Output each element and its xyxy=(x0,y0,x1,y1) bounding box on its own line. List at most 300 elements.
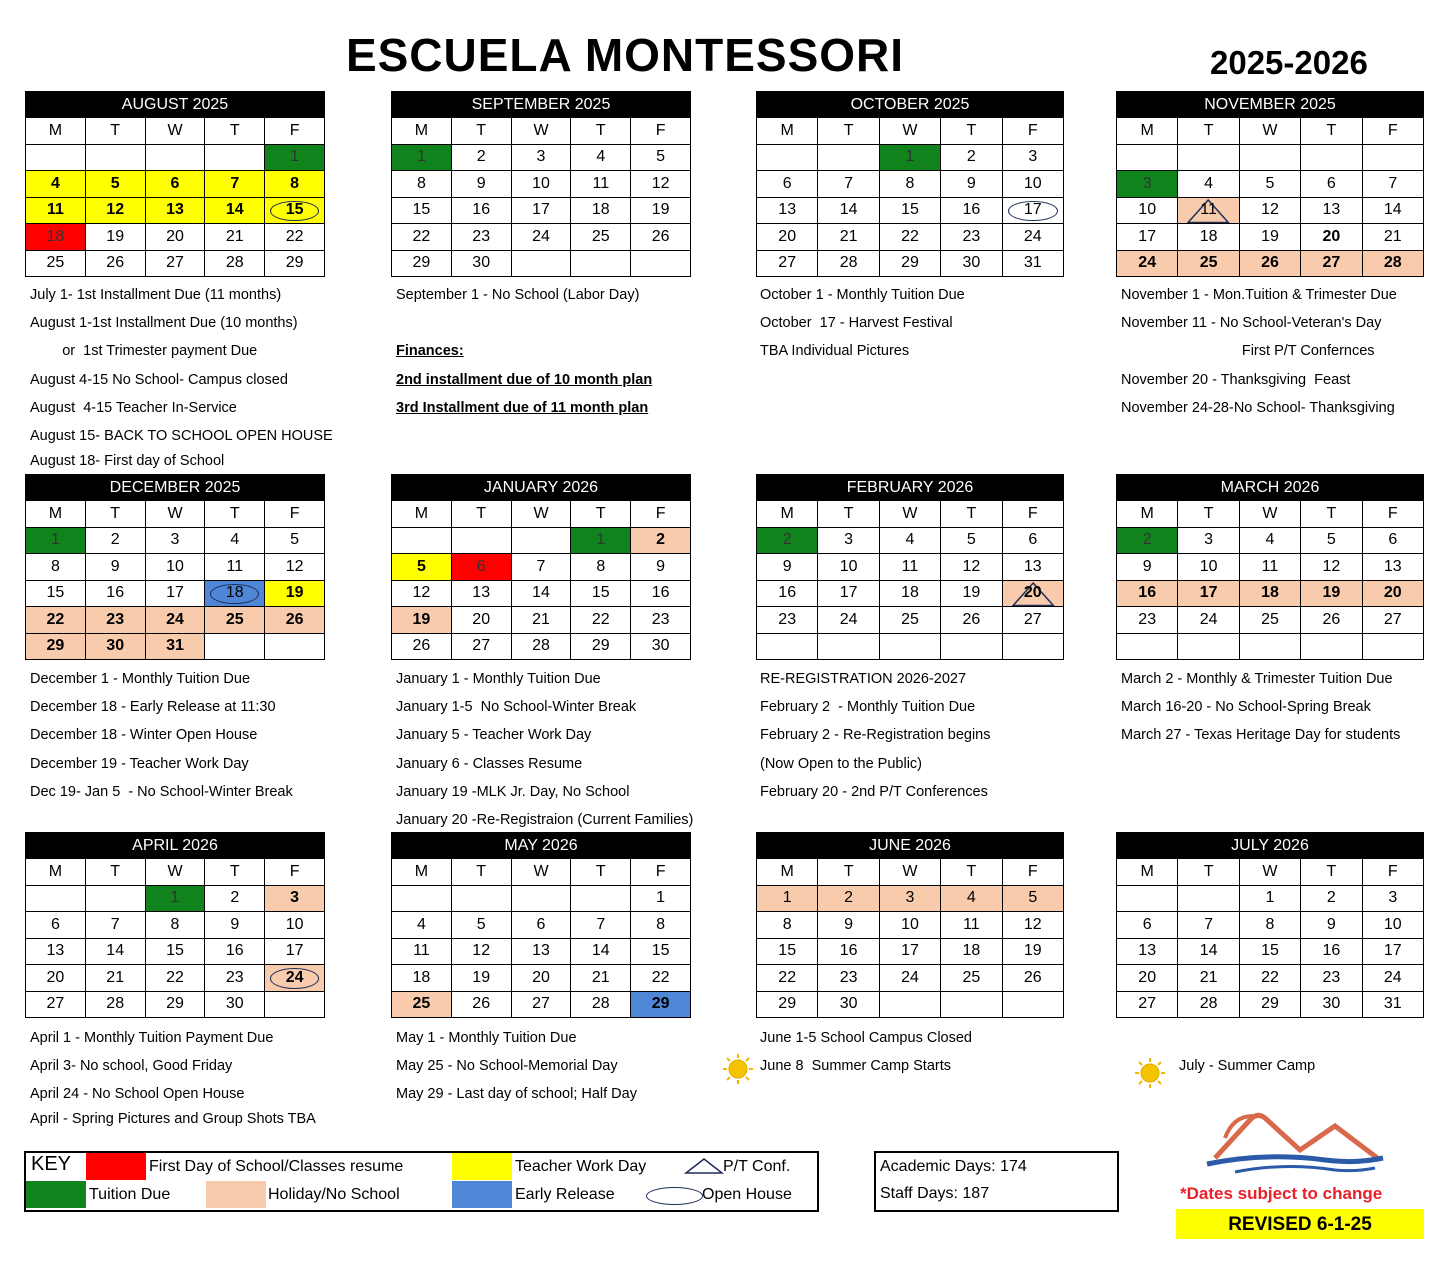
day-number: 3 xyxy=(844,531,854,549)
day-number: 2 xyxy=(1142,531,1152,549)
day-number: 28 xyxy=(591,995,610,1013)
day-number: 10 xyxy=(285,915,304,933)
day-number: 5 xyxy=(476,915,486,933)
day-number: 27 xyxy=(1322,254,1341,272)
day-cell xyxy=(879,991,940,1018)
day-number: 22 xyxy=(1261,968,1279,986)
day-number: 9 xyxy=(110,557,120,575)
note-line: January 5 - Teacher Work Day xyxy=(396,727,592,744)
weekday-header: F xyxy=(265,118,325,145)
day-cell xyxy=(818,965,879,992)
day-cell xyxy=(26,633,86,660)
day-number: 24 xyxy=(1199,610,1218,628)
day-cell xyxy=(205,171,265,198)
day-cell xyxy=(145,633,205,660)
day-cell xyxy=(1117,144,1178,171)
day-number: 30 xyxy=(962,254,981,272)
day-number: 29 xyxy=(1261,995,1279,1013)
day-cell xyxy=(879,224,940,251)
day-number: 19 xyxy=(1322,584,1341,602)
day-number: 26 xyxy=(285,610,304,628)
weekday-header: W xyxy=(1239,501,1300,528)
month-calendar xyxy=(25,91,325,277)
day-cell xyxy=(145,527,205,554)
day-cell xyxy=(631,912,691,939)
day-cell xyxy=(26,197,86,224)
note-line: December 19 - Teacher Work Day xyxy=(30,755,249,772)
month-title: AUGUST 2025 xyxy=(25,91,325,117)
day-number: 13 xyxy=(1383,557,1402,575)
day-cell xyxy=(1178,991,1239,1018)
day-number: 9 xyxy=(1142,557,1152,575)
day-number: 25 xyxy=(1199,254,1218,272)
day-cell xyxy=(392,554,452,581)
month-title: OCTOBER 2025 xyxy=(756,91,1064,117)
day-number: 25 xyxy=(901,610,919,628)
month-calendar xyxy=(756,832,1064,1018)
day-cell xyxy=(145,965,205,992)
day-cell xyxy=(1002,633,1063,660)
day-number: 8 xyxy=(50,557,60,575)
day-cell xyxy=(1362,607,1423,634)
day-cell xyxy=(1239,633,1300,660)
day-number: 7 xyxy=(596,915,606,933)
day-cell xyxy=(1002,197,1063,224)
day-cell xyxy=(1002,250,1063,277)
weekday-header: F xyxy=(631,859,691,886)
day-cell xyxy=(941,580,1002,607)
day-cell xyxy=(757,991,818,1018)
day-cell xyxy=(451,144,511,171)
day-cell xyxy=(1362,633,1423,660)
day-number: 7 xyxy=(110,915,120,933)
day-number: 3 xyxy=(290,889,300,907)
weekday-header: M xyxy=(26,859,86,886)
day-cell xyxy=(85,527,145,554)
day-number: 3 xyxy=(536,148,546,166)
day-number: 5 xyxy=(1326,531,1336,549)
day-cell xyxy=(265,938,325,965)
month-title: FEBRUARY 2026 xyxy=(756,474,1064,500)
day-cell xyxy=(205,224,265,251)
note-line: September 1 - No School (Labor Day) xyxy=(396,287,640,303)
day-number: 1 xyxy=(656,889,666,907)
day-number: 5 xyxy=(110,174,120,192)
day-cell xyxy=(879,938,940,965)
day-number: 27 xyxy=(166,254,184,272)
day-cell xyxy=(1117,527,1178,554)
weekday-header: W xyxy=(511,118,571,145)
note-line: October 17 - Harvest Festival xyxy=(760,315,953,332)
note-line: March 16-20 - No School-Spring Break xyxy=(1121,699,1371,716)
day-number: 7 xyxy=(1388,174,1398,192)
day-cell xyxy=(85,912,145,939)
day-number: 28 xyxy=(106,995,125,1013)
weekday-header: F xyxy=(1002,118,1063,145)
day-number: 21 xyxy=(106,968,125,986)
day-number: 10 xyxy=(1199,557,1218,575)
day-cell xyxy=(1002,607,1063,634)
day-cell xyxy=(511,554,571,581)
day-number: 12 xyxy=(1322,557,1341,575)
day-cell xyxy=(511,965,571,992)
day-number: 22 xyxy=(901,227,919,245)
day-number: 21 xyxy=(532,610,550,628)
day-cell xyxy=(205,250,265,277)
day-cell xyxy=(941,197,1002,224)
day-cell xyxy=(511,991,571,1018)
day-number: 2 xyxy=(1326,889,1336,907)
day-number: 16 xyxy=(1322,942,1341,960)
day-number: 15 xyxy=(591,584,610,602)
key-open: Open House xyxy=(702,1186,792,1203)
day-number: 16 xyxy=(1138,584,1157,602)
weekday-header: T xyxy=(1301,501,1362,528)
day-number: 19 xyxy=(651,201,670,219)
note-line: May 25 - No School-Memorial Day xyxy=(396,1058,618,1075)
day-cell xyxy=(571,991,631,1018)
day-cell xyxy=(1362,144,1423,171)
day-number: 2 xyxy=(782,531,792,549)
day-number: 18 xyxy=(901,584,919,602)
day-number: 4 xyxy=(50,174,60,192)
day-cell xyxy=(818,197,879,224)
day-number: 13 xyxy=(1023,557,1042,575)
day-number: 18 xyxy=(591,201,610,219)
day-number: 30 xyxy=(1322,995,1341,1013)
day-number: 1 xyxy=(290,148,300,166)
weekday-header: T xyxy=(1301,859,1362,886)
month-title: JANUARY 2026 xyxy=(391,474,691,500)
day-number: 13 xyxy=(472,584,491,602)
day-number: 5 xyxy=(1028,889,1038,907)
weekday-header: M xyxy=(757,859,818,886)
month-notes xyxy=(396,665,693,834)
day-number: 1 xyxy=(416,148,426,166)
day-cell xyxy=(571,554,631,581)
month-notes xyxy=(30,1024,316,1133)
day-cell xyxy=(818,527,879,554)
day-cell xyxy=(205,965,265,992)
day-number: 2 xyxy=(230,889,240,907)
day-cell xyxy=(1239,938,1300,965)
day-cell xyxy=(26,580,86,607)
day-number: 17 xyxy=(166,584,184,602)
day-cell xyxy=(571,965,631,992)
day-cell xyxy=(26,224,86,251)
note-line: December 18 - Early Release at 11:30 xyxy=(30,699,276,716)
note-line: August 15- BACK TO SCHOOL OPEN HOUSE xyxy=(30,427,333,444)
day-cell xyxy=(451,224,511,251)
note-line: April 24 - No School Open House xyxy=(30,1086,245,1103)
day-cell xyxy=(265,197,325,224)
day-cell xyxy=(941,527,1002,554)
day-cell xyxy=(451,171,511,198)
day-number: 27 xyxy=(472,637,491,655)
day-cell xyxy=(451,991,511,1018)
day-number: 8 xyxy=(656,915,666,933)
note-line: January 1-5 No School-Winter Break xyxy=(396,699,637,716)
day-number: 31 xyxy=(1383,995,1402,1013)
day-number: 6 xyxy=(1028,531,1038,549)
day-cell xyxy=(1178,938,1239,965)
day-cell xyxy=(451,580,511,607)
day-cell xyxy=(26,965,86,992)
day-number: 5 xyxy=(966,531,976,549)
day-number: 6 xyxy=(170,174,180,192)
day-number: 18 xyxy=(962,942,981,960)
weekday-header: T xyxy=(1301,118,1362,145)
weekday-header: T xyxy=(818,501,879,528)
day-number: 22 xyxy=(651,968,670,986)
weekday-header: T xyxy=(571,501,631,528)
month-title: SEPTEMBER 2025 xyxy=(391,91,691,117)
day-cell xyxy=(941,554,1002,581)
note-line: March 2 - Monthly & Trimester Tuition Due xyxy=(1121,671,1393,687)
day-cell xyxy=(1239,171,1300,198)
day-number: 17 xyxy=(1023,201,1042,219)
day-cell xyxy=(26,991,86,1018)
day-cell xyxy=(205,912,265,939)
day-number: 27 xyxy=(1138,995,1157,1013)
day-cell xyxy=(941,171,1002,198)
day-cell xyxy=(571,885,631,912)
weekday-header: F xyxy=(265,859,325,886)
day-cell xyxy=(1239,607,1300,634)
day-number: 22 xyxy=(591,610,610,628)
day-cell xyxy=(941,965,1002,992)
note-line: July 1- 1st Installment Due (11 months) xyxy=(30,287,282,303)
day-cell xyxy=(757,912,818,939)
day-cell xyxy=(941,224,1002,251)
day-number: 2 xyxy=(476,148,486,166)
day-cell xyxy=(26,938,86,965)
day-cell xyxy=(205,938,265,965)
day-cell xyxy=(85,938,145,965)
day-number: 17 xyxy=(901,942,919,960)
note-line: March 27 - Texas Heritage Day for students xyxy=(1121,727,1401,744)
day-cell xyxy=(941,885,1002,912)
day-number: 26 xyxy=(106,254,125,272)
note-line: October 1 - Monthly Tuition Due xyxy=(760,287,965,303)
day-cell xyxy=(757,607,818,634)
day-cell xyxy=(631,965,691,992)
day-cell xyxy=(145,197,205,224)
day-cell xyxy=(1178,527,1239,554)
weekday-header: T xyxy=(1178,501,1239,528)
day-cell xyxy=(631,938,691,965)
day-number: 22 xyxy=(412,227,431,245)
day-cell xyxy=(631,197,691,224)
day-number: 3 xyxy=(170,531,180,549)
weekday-header: M xyxy=(757,118,818,145)
month-calendar xyxy=(391,474,691,660)
day-cell xyxy=(941,991,1002,1018)
month-calendar xyxy=(1116,91,1424,277)
day-cell xyxy=(451,938,511,965)
day-number: 20 xyxy=(1138,968,1157,986)
day-cell xyxy=(1301,965,1362,992)
note-line xyxy=(1179,1024,1315,1052)
day-number: 9 xyxy=(230,915,240,933)
day-cell xyxy=(85,144,145,171)
day-cell xyxy=(1362,965,1423,992)
day-number: 23 xyxy=(106,610,125,628)
day-cell xyxy=(757,527,818,554)
day-cell xyxy=(265,885,325,912)
day-number: 19 xyxy=(412,610,431,628)
day-cell xyxy=(818,580,879,607)
day-cell xyxy=(571,912,631,939)
day-cell xyxy=(1239,885,1300,912)
day-number: 23 xyxy=(1138,610,1157,628)
day-number: 25 xyxy=(225,610,244,628)
day-number: 20 xyxy=(1322,227,1341,245)
day-cell xyxy=(818,991,879,1018)
weekday-header: F xyxy=(1362,501,1423,528)
day-cell xyxy=(451,197,511,224)
month-notes xyxy=(1179,1024,1315,1080)
day-number: 5 xyxy=(290,531,300,549)
day-number: 7 xyxy=(844,174,854,192)
day-cell xyxy=(205,607,265,634)
day-number: 12 xyxy=(106,201,125,219)
note-line: April 3- No school, Good Friday xyxy=(30,1058,233,1075)
day-number: 11 xyxy=(46,201,64,219)
red-swatch xyxy=(86,1153,146,1180)
day-number: 23 xyxy=(962,227,981,245)
day-cell xyxy=(392,633,452,660)
day-cell xyxy=(265,554,325,581)
weekday-header: M xyxy=(26,501,86,528)
day-cell xyxy=(26,912,86,939)
day-cell xyxy=(205,580,265,607)
day-number: 19 xyxy=(1261,227,1279,245)
day-cell xyxy=(26,171,86,198)
weekday-header: F xyxy=(265,501,325,528)
day-number: 16 xyxy=(839,942,858,960)
day-number: 12 xyxy=(1023,915,1042,933)
key-early: Early Release xyxy=(515,1186,615,1203)
day-cell xyxy=(941,912,1002,939)
day-number: 23 xyxy=(1322,968,1341,986)
day-cell xyxy=(511,607,571,634)
day-cell xyxy=(818,171,879,198)
day-cell xyxy=(941,607,1002,634)
weekday-header: T xyxy=(571,859,631,886)
day-number: 19 xyxy=(962,584,981,602)
day-cell xyxy=(451,250,511,277)
weekday-header: W xyxy=(511,859,571,886)
day-number: 23 xyxy=(839,968,858,986)
day-number: 24 xyxy=(901,968,919,986)
day-number: 21 xyxy=(839,227,858,245)
day-number: 30 xyxy=(472,254,491,272)
month-notes xyxy=(396,1024,637,1109)
day-number: 26 xyxy=(1322,610,1341,628)
weekday-header: T xyxy=(205,118,265,145)
day-cell xyxy=(631,144,691,171)
day-cell xyxy=(145,171,205,198)
note-line: August 1-1st Installment Due (10 months) xyxy=(30,315,298,332)
note-line: February 2 - Monthly Tuition Due xyxy=(760,699,976,716)
day-number: 20 xyxy=(1023,584,1042,602)
day-cell xyxy=(1301,991,1362,1018)
note-line: 3rd Installment due of 11 month plan xyxy=(396,399,649,416)
weekday-header: T xyxy=(941,118,1002,145)
day-number: 1 xyxy=(596,531,606,549)
key-tuition: Tuition Due xyxy=(89,1186,171,1203)
days-box xyxy=(874,1151,1119,1212)
day-cell xyxy=(265,912,325,939)
day-cell xyxy=(631,250,691,277)
key-holiday: Holiday/No School xyxy=(268,1186,400,1203)
day-number: 19 xyxy=(106,227,125,245)
weekday-header: F xyxy=(1002,859,1063,886)
note-line: January 6 - Classes Resume xyxy=(396,755,583,772)
day-cell xyxy=(265,580,325,607)
day-number: 19 xyxy=(285,584,304,602)
day-number: 28 xyxy=(532,637,550,655)
day-number: 11 xyxy=(413,942,430,960)
staff-days: Staff Days: 187 xyxy=(880,1185,990,1202)
day-cell xyxy=(26,250,86,277)
day-cell xyxy=(392,224,452,251)
key-pt: P/T Conf. xyxy=(723,1158,791,1175)
weekday-header: F xyxy=(631,118,691,145)
day-number: 16 xyxy=(778,584,797,602)
day-number: 19 xyxy=(1023,942,1042,960)
day-cell xyxy=(818,250,879,277)
day-number: 6 xyxy=(1388,531,1398,549)
day-cell xyxy=(1362,250,1423,277)
day-number: 29 xyxy=(778,995,797,1013)
day-cell xyxy=(631,554,691,581)
note-line: February 20 - 2nd P/T Conferences xyxy=(760,783,988,800)
day-number: 5 xyxy=(416,557,426,575)
day-number: 4 xyxy=(1204,174,1214,192)
day-cell xyxy=(879,912,940,939)
day-number: 7 xyxy=(1204,915,1214,933)
day-number: 24 xyxy=(1023,227,1042,245)
weekday-header: W xyxy=(145,118,205,145)
day-number: 8 xyxy=(905,174,915,192)
month-notes xyxy=(760,665,991,806)
weekday-header: T xyxy=(85,118,145,145)
day-cell xyxy=(26,527,86,554)
triangle-icon xyxy=(684,1157,724,1175)
day-cell xyxy=(571,938,631,965)
day-number: 15 xyxy=(285,201,304,219)
day-cell xyxy=(818,144,879,171)
month-calendar xyxy=(25,832,325,1018)
day-number: 16 xyxy=(225,942,244,960)
day-cell xyxy=(1239,224,1300,251)
day-cell xyxy=(818,885,879,912)
day-number: 6 xyxy=(1142,915,1152,933)
day-cell xyxy=(265,527,325,554)
day-cell xyxy=(1002,580,1063,607)
day-cell xyxy=(1178,197,1239,224)
note-line: May 29 - Last day of school; Half Day xyxy=(396,1086,637,1103)
day-cell xyxy=(392,250,452,277)
day-number: 2 xyxy=(966,148,976,166)
day-cell xyxy=(85,224,145,251)
day-cell xyxy=(571,224,631,251)
day-cell xyxy=(392,991,452,1018)
day-cell xyxy=(1301,224,1362,251)
day-number: 31 xyxy=(166,637,184,655)
